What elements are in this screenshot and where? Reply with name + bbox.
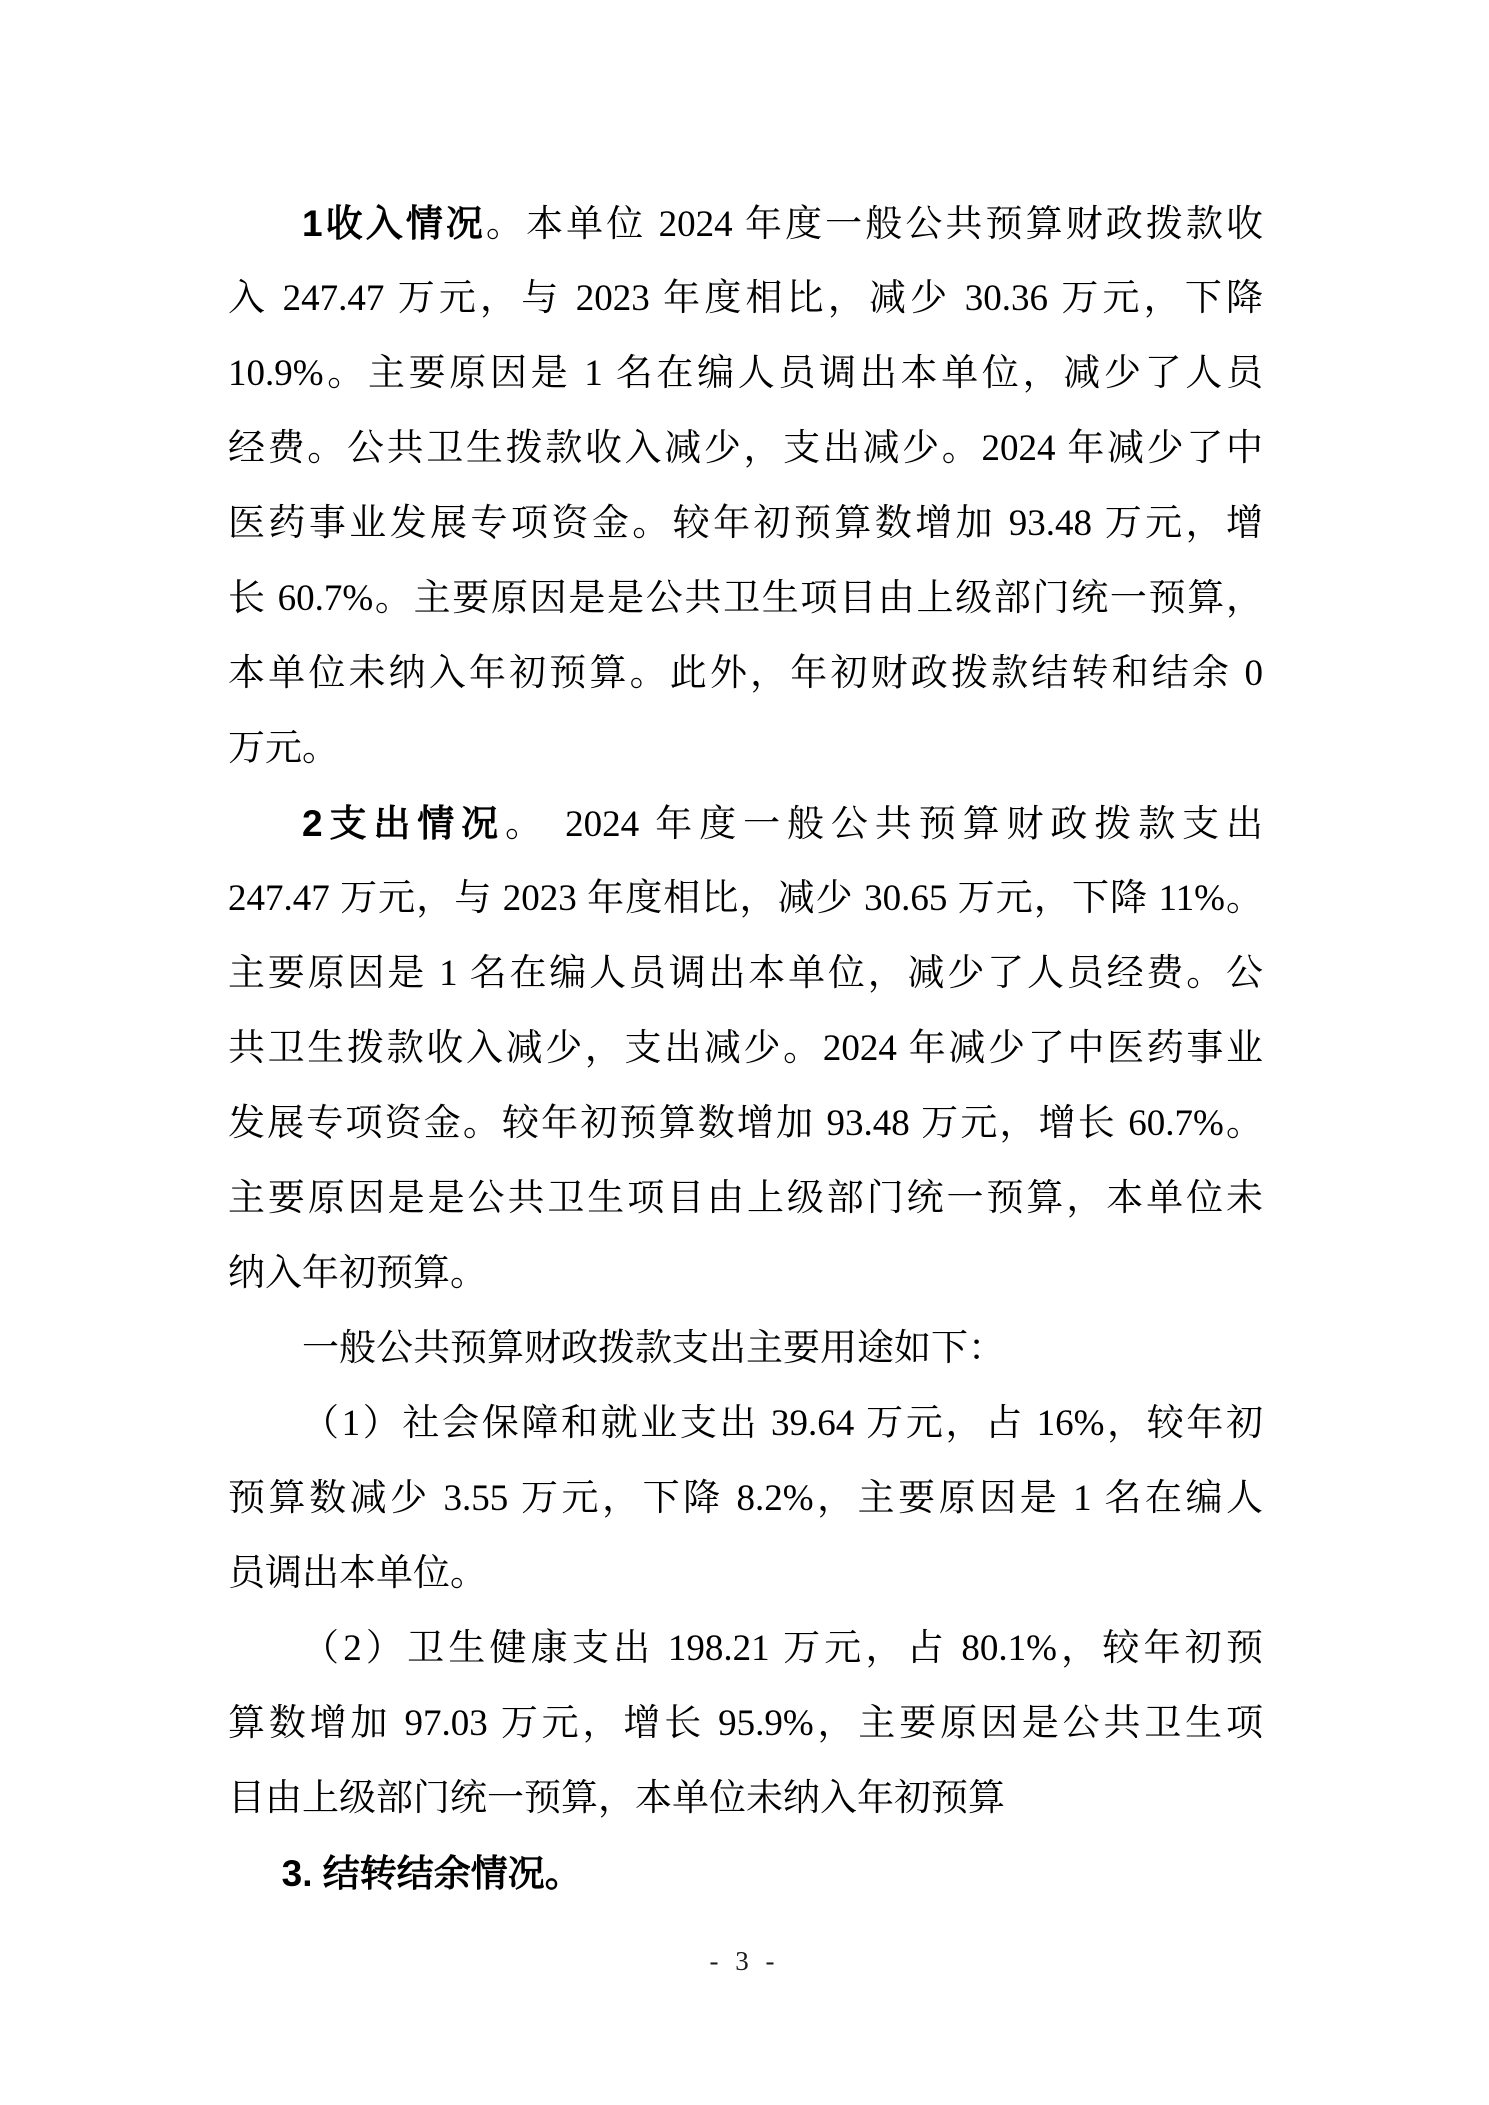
text-line	[228, 1386, 1263, 1461]
text-line	[228, 1236, 1263, 1311]
bold-text-run: 2支出情况	[302, 803, 506, 844]
text-line	[228, 1011, 1263, 1086]
text-line	[228, 411, 1263, 486]
text-line	[228, 711, 1263, 786]
text-run: 一般公共预算财政拨款支出主要用途如下：	[302, 1328, 1005, 1369]
text-run: 10.9%。主要原因是 1 名在编人员调出本单位，减少了人员	[228, 353, 1263, 394]
bold-text-run: 3. 结转结余情况。	[281, 1853, 582, 1894]
text-line	[228, 1461, 1263, 1536]
text-run: 预算数减少 3.55 万元，下降 8.2%，主要原因是 1 名在编人	[228, 1478, 1263, 1519]
text-run: 目由上级部门统一预算，本单位未纳入年初预算	[228, 1778, 1005, 1819]
text-line	[228, 336, 1263, 411]
text-run: 。 2024 年度一般公共预算财政拨款支出	[505, 804, 1264, 845]
text-line	[228, 561, 1263, 636]
document-body	[228, 186, 1263, 1911]
text-line	[228, 1836, 1263, 1911]
text-run: 万元。	[228, 728, 339, 769]
text-run: （2）卫生健康支出 198.21 万元，占 80.1%，较年初预	[302, 1628, 1263, 1669]
text-run: 本单位未纳入年初预算。此外，年初财政拨款结转和结余 0	[228, 653, 1263, 694]
text-run: 247.47 万元，与 2023 年度相比，减少 30.65 万元，下降 11%。	[228, 878, 1263, 919]
page-number: - 3 -	[709, 1946, 780, 1976]
text-run: （1）社会保障和就业支出 39.64 万元，占 16%，较年初	[302, 1403, 1263, 1444]
text-line	[228, 636, 1263, 711]
text-line	[228, 936, 1263, 1011]
text-line	[228, 861, 1263, 936]
text-run: 主要原因是 1 名在编人员调出本单位，减少了人员经费。公	[228, 953, 1263, 994]
text-line	[228, 486, 1263, 561]
text-run: 。本单位 2024 年度一般公共预算财政拨款收	[486, 204, 1264, 245]
text-run: 共卫生拨款收入减少，支出减少。2024 年减少了中医药事业	[228, 1028, 1263, 1069]
text-run: 长 60.7%。主要原因是是公共卫生项目由上级部门统一预算，	[228, 578, 1263, 619]
bold-text-run: 1收入情况	[302, 203, 486, 244]
text-line	[228, 261, 1263, 336]
text-run: 算数增加 97.03 万元，增长 95.9%，主要原因是公共卫生项	[228, 1703, 1263, 1744]
text-line	[228, 1311, 1263, 1386]
text-line	[228, 1761, 1263, 1836]
text-line	[228, 1536, 1263, 1611]
text-line	[228, 1686, 1263, 1761]
text-line	[228, 786, 1263, 861]
text-line	[228, 1086, 1263, 1161]
text-run: 主要原因是是公共卫生项目由上级部门统一预算，本单位未	[228, 1178, 1263, 1219]
text-line	[228, 1611, 1263, 1686]
text-run: 员调出本单位。	[228, 1553, 487, 1594]
text-run: 医药事业发展专项资金。较年初预算数增加 93.48 万元，增	[228, 503, 1263, 544]
text-line	[228, 1161, 1263, 1236]
text-run: 入 247.47 万元，与 2023 年度相比，减少 30.36 万元，下降	[228, 278, 1263, 319]
text-run: 发展专项资金。较年初预算数增加 93.48 万元，增长 60.7%。	[228, 1103, 1263, 1144]
text-line	[228, 186, 1263, 261]
text-run: 经费。公共卫生拨款收入减少，支出减少。2024 年减少了中	[228, 428, 1263, 469]
text-run: 纳入年初预算。	[228, 1253, 487, 1294]
